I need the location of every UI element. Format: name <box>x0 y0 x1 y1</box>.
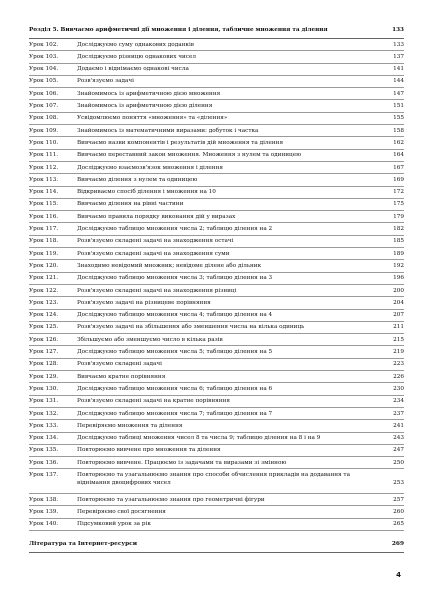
toc-lesson: Урок 127. <box>29 349 59 356</box>
toc-row <box>29 334 404 346</box>
spacer <box>29 531 404 539</box>
toc-title: Вивчаємо ділення на рівні частини <box>77 201 184 208</box>
toc-title: Розв'язуємо складені задачі <box>77 361 162 368</box>
toc-title: Повторюємо вивчене про множення та ділення <box>77 447 221 454</box>
toc-page: 189 <box>393 250 404 257</box>
literature-page: 269 <box>391 540 404 547</box>
toc-row <box>29 273 404 285</box>
toc-page: 164 <box>393 152 404 159</box>
toc-title: Розв'язуємо задачі на різницеве порівняння <box>77 299 211 306</box>
toc-row <box>29 150 404 162</box>
toc-row <box>29 137 404 149</box>
toc-page: 167 <box>393 164 404 171</box>
toc-row <box>29 162 404 174</box>
toc-page: 196 <box>393 275 404 282</box>
toc-row <box>29 396 404 408</box>
toc-row <box>29 113 404 125</box>
toc-lesson: Урок 132. <box>29 410 59 417</box>
toc-title: Розв'язуємо складені задачі на знаходження різниці <box>77 287 237 294</box>
toc-row <box>29 322 404 334</box>
toc-lesson: Урок 122. <box>29 287 59 294</box>
toc-row <box>29 248 404 260</box>
toc-title: Перевіряємо свої досягнення <box>77 508 166 515</box>
toc-title: Повторюємо та узагальнюємо знання про способи обчислення прикладів на додавання та віднімання двоцифрових чисел <box>77 471 350 487</box>
toc-page: 155 <box>393 115 404 122</box>
toc-row <box>29 285 404 297</box>
toc-row <box>29 310 404 322</box>
toc-title: Досліджуємо таблицю множення числа 3; таблицю ділення на 3 <box>77 275 273 282</box>
toc-lesson: Урок 134. <box>29 435 59 442</box>
toc-lesson: Урок 102. <box>29 41 59 48</box>
toc-lesson: Урок 138. <box>29 496 59 503</box>
toc-lesson: Урок 136. <box>29 459 59 466</box>
toc-title: Збільшуємо або зменшуємо число в кілька разів <box>77 336 223 343</box>
toc-lesson: Урок 126. <box>29 336 59 343</box>
section-heading <box>29 24 404 39</box>
toc-row <box>29 64 404 76</box>
toc-title: Додаємо і віднімаємо однакові числа <box>77 66 189 73</box>
toc-page: 141 <box>393 66 404 73</box>
toc-lesson: Урок 104. <box>29 66 59 73</box>
toc-lesson: Урок 107. <box>29 103 59 110</box>
toc-page: 230 <box>393 385 404 392</box>
toc-title: Досліджуємо суму однакових доданків <box>77 41 194 48</box>
toc-page: 133 <box>393 41 404 48</box>
toc-page: 158 <box>393 127 404 134</box>
toc-lesson: Урок 113. <box>29 176 59 183</box>
toc-row <box>29 408 404 420</box>
toc-lesson: Урок 109. <box>29 127 59 134</box>
toc-lesson: Урок 130. <box>29 385 59 392</box>
toc-lesson: Урок 120. <box>29 262 59 269</box>
toc-title: Знайомимось із арифметичною дією ділення <box>77 103 213 110</box>
toc-page: 215 <box>393 336 404 343</box>
toc-row <box>29 519 404 531</box>
toc-page: 234 <box>393 398 404 405</box>
toc-row <box>29 223 404 235</box>
toc-lesson: Урок 131. <box>29 398 59 405</box>
toc-lesson: Урок 115. <box>29 201 59 208</box>
toc-row <box>29 51 404 63</box>
toc-row <box>29 297 404 309</box>
toc-title: Досліджуємо таблицю множення числа 2; таблицю ділення на 2 <box>77 226 273 233</box>
toc-page: 147 <box>393 90 404 97</box>
toc-title: Усвідомлюємо поняття «множення» та «ділення» <box>77 115 228 122</box>
toc-row <box>29 88 404 100</box>
toc-title: Досліджуємо таблицю множення числа 7; таблицю ділення на 7 <box>77 410 273 417</box>
toc-title: Розв'язуємо складені задачі на кратне порівняння <box>77 398 230 405</box>
toc-title: Вивчаємо кратне порівняння <box>77 373 166 380</box>
toc-title: Досліджуємо таблицю множення числа 6; таблицю ділення на 6 <box>77 385 273 392</box>
toc-row <box>29 236 404 248</box>
toc-title: Перевіряємо множення та ділення <box>77 422 183 429</box>
toc-page: 192 <box>393 262 404 269</box>
toc-page: 179 <box>393 213 404 220</box>
toc-title: Вивчаємо правила порядку виконання дій у виразах <box>77 213 236 220</box>
toc-lesson: Урок 116. <box>29 213 59 220</box>
toc-lesson: Урок 137. <box>29 471 59 478</box>
literature-entry <box>29 539 404 553</box>
toc-page: 200 <box>393 287 404 294</box>
toc-lesson: Урок 103. <box>29 53 59 60</box>
toc-row <box>29 76 404 88</box>
toc-page: 241 <box>393 422 404 429</box>
toc-title: Вивчаємо переставний закон множення. Множення з нулем та одиницею <box>77 152 302 159</box>
toc-lesson: Урок 112. <box>29 164 59 171</box>
toc-row <box>29 187 404 199</box>
toc-row <box>29 469 404 494</box>
toc-row <box>29 346 404 358</box>
toc-row <box>29 494 404 506</box>
toc-lesson: Урок 108. <box>29 115 59 122</box>
toc-row <box>29 506 404 518</box>
toc-lesson: Урок 118. <box>29 238 59 245</box>
toc-page: 247 <box>393 447 404 454</box>
toc-page: 207 <box>393 312 404 319</box>
toc-page: 253 <box>393 480 404 487</box>
section-page: 133 <box>392 27 404 33</box>
toc-row <box>29 211 404 223</box>
toc-title: Повторюємо вивчене. Працюємо із задачами та виразами зі змінною <box>77 459 287 466</box>
toc-page: 185 <box>393 238 404 245</box>
toc-row <box>29 260 404 272</box>
toc-lesson: Урок 105. <box>29 78 59 85</box>
toc-title: Вивчаємо назви компонентів і результатів дій множення та ділення <box>77 139 284 146</box>
toc-title: Досліджуємо різницю однакових чисел <box>77 53 196 60</box>
toc-title: Підсумковий урок за рік <box>77 521 151 528</box>
toc-title: Досліджуємо взаємозв'язок множення і ділення <box>77 164 223 171</box>
toc-row <box>29 420 404 432</box>
toc-page: 151 <box>393 103 404 110</box>
toc-lesson: Урок 129. <box>29 373 59 380</box>
section-title: Розділ 5. Вивчаємо арифметичні дії множення і ділення, табличне множення та ділення <box>29 27 328 33</box>
toc-title: Знайомимось із математичними виразами: добуток і частка <box>77 127 259 134</box>
toc-page: 226 <box>393 373 404 380</box>
toc-title: Розв'язуємо задачі на збільшення або зменшення числа на кілька одиниць <box>77 324 305 331</box>
toc-page: 175 <box>393 201 404 208</box>
toc-row <box>29 383 404 395</box>
toc-lesson: Урок 114. <box>29 189 59 196</box>
toc-row <box>29 445 404 457</box>
toc-lesson: Урок 117. <box>29 226 59 233</box>
page-number: 4 <box>396 571 401 579</box>
toc-page: 250 <box>393 459 404 466</box>
toc-page: 204 <box>393 299 404 306</box>
toc-title: Розв'язуємо задачі <box>77 78 134 85</box>
toc-title: Знайомимось із арифметичною дією множення <box>77 90 221 97</box>
toc-page: 144 <box>393 78 404 85</box>
toc-page: 257 <box>393 496 404 503</box>
toc-page: 169 <box>393 176 404 183</box>
toc-title: Розв'язуємо складені задачі на знаходження остачі <box>77 238 234 245</box>
toc-title: Досліджуємо таблицю множення числа 5; таблицю ділення на 5 <box>77 349 273 356</box>
toc-row <box>29 457 404 469</box>
toc-lesson: Урок 124. <box>29 312 59 319</box>
toc-page: 223 <box>393 361 404 368</box>
toc-page: 260 <box>393 508 404 515</box>
toc-lesson: Урок 128. <box>29 361 59 368</box>
toc-page: 172 <box>393 189 404 196</box>
toc-lesson: Урок 140. <box>29 521 59 528</box>
toc-page: 211 <box>393 324 404 331</box>
toc-row <box>29 371 404 383</box>
toc-title: Відкриваємо спосіб ділення і множення на 10 <box>77 189 216 196</box>
toc-title: Знаходимо невідомий множник; невідоме ділене або дільник <box>77 262 262 269</box>
toc-row <box>29 100 404 112</box>
toc-title: Досліджуємо таблиці множення чисел 8 та числа 9; таблицю ділення на 8 і на 9 <box>77 435 321 442</box>
toc-page: 265 <box>393 521 404 528</box>
toc-lesson: Урок 106. <box>29 90 59 97</box>
toc-lesson: Урок 125. <box>29 324 59 331</box>
toc-lesson: Урок 139. <box>29 508 59 515</box>
toc-row <box>29 125 404 137</box>
toc-lesson: Урок 121. <box>29 275 59 282</box>
toc-title: Досліджуємо таблицю множення числа 4; таблицю ділення на 4 <box>77 312 273 319</box>
toc-lesson: Урок 111. <box>29 152 59 159</box>
toc-row <box>29 359 404 371</box>
toc-page: 162 <box>393 139 404 146</box>
toc-lesson: Урок 135. <box>29 447 59 454</box>
toc-lesson: Урок 123. <box>29 299 59 306</box>
toc-lesson: Урок 133. <box>29 422 59 429</box>
toc-title: Вивчаємо ділення з нулем та одиницею <box>77 176 198 183</box>
toc-row <box>29 174 404 186</box>
toc-page: 219 <box>393 349 404 356</box>
toc-page: 237 <box>393 410 404 417</box>
toc-row <box>29 433 404 445</box>
toc-page: 182 <box>393 226 404 233</box>
toc-lesson: Урок 119. <box>29 250 59 257</box>
literature-title: Література та Інтернет-ресурси <box>29 540 137 547</box>
lesson-list <box>29 39 404 531</box>
toc-lesson: Урок 110. <box>29 139 59 146</box>
table-of-contents <box>29 24 404 553</box>
toc-page: 243 <box>393 435 404 442</box>
toc-page: 137 <box>393 53 404 60</box>
toc-title: Розв'язуємо складені задачі на знаходження суми <box>77 250 230 257</box>
toc-row <box>29 39 404 51</box>
toc-title: Повторюємо та узагальнюємо знання про геометричні фігури <box>77 496 265 503</box>
toc-row <box>29 199 404 211</box>
